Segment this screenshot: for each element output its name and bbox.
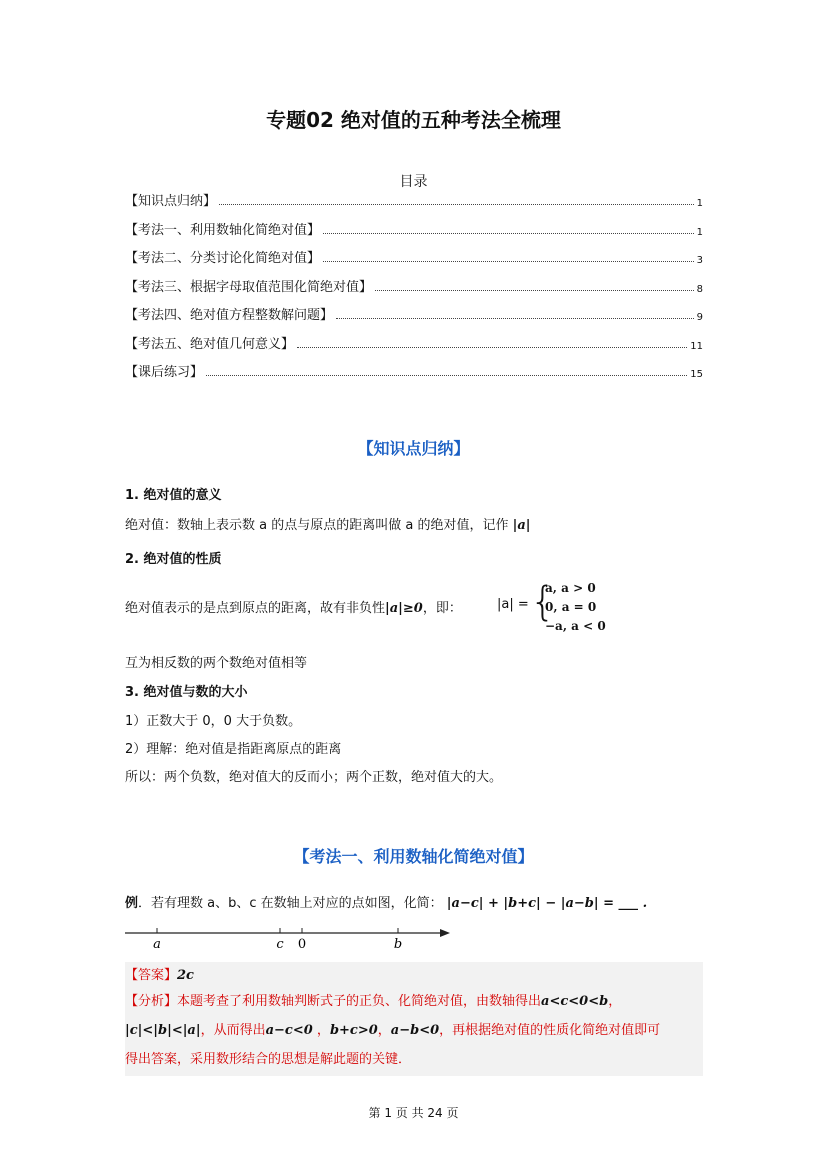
toc-entry[interactable] [125,304,703,323]
analysis-line: 得出答案，采用数形结合的思想是解此题的关键． [125,1052,412,1067]
section-heading: 【考法一、利用数轴化简绝对值】 [293,847,534,866]
toc-entry[interactable] [125,276,703,295]
paragraph [125,514,531,533]
answer-box [125,962,703,1076]
paragraph: 互为相反数的两个数绝对值相等 [125,656,308,671]
paragraph: 所以：两个负数，绝对值大的反而小；两个正数，绝对值大的大。 [125,770,503,785]
toc-entry[interactable] [125,190,703,209]
toc-entry-page: 1 [696,198,703,209]
toc-entry-page: 15 [690,369,703,380]
axis-label-0: 0 [297,937,307,952]
paragraph: 1）正数大于 0，0 大于负数。 [125,714,302,729]
page-footer: 第 1 页 共 24 页 [368,1106,459,1120]
document-title: 专题02 绝对值的五种考法全梳理 [266,108,561,132]
example [125,892,647,911]
toc-entry-page: 8 [696,283,703,295]
toc-heading: 目录 [399,174,428,190]
text: 绝对值：数轴上表示数 a 的点与原点的距离叫做 a 的绝对值，记作 [125,518,509,533]
subheading: 1. 绝对值的意义 [125,488,222,503]
toc-leader [323,233,694,234]
toc-entry-page: 3 [696,255,703,266]
math: a−c<0 [265,1023,313,1038]
case: −a, a < 0 [545,619,606,633]
math: a−b<0 [390,1023,440,1038]
case: a, a > 0 [545,581,596,595]
subheading: 3. 绝对值与数的大小 [125,685,248,700]
answer-label: 【答案】 [125,968,178,983]
answer-value: 2c [177,968,194,983]
axis-label-b: b [393,937,403,952]
paragraph: 2）理解：绝对值是指距离原点的距离 [125,742,342,757]
toc-leader [336,318,694,319]
toc-leader [323,261,694,262]
cases [545,579,606,636]
toc-entry-label: 【考法四、绝对值方程整数解问题】 [125,308,334,323]
toc-entry-page: 9 [696,312,703,323]
text: ．若有理数 a、b、c 在数轴上对应的点如图，化简： [138,896,443,911]
toc-entry-label: 【课后练习】 [125,365,204,380]
toc-entry-page: 1 [696,226,703,238]
analysis-label: 【分析】 [125,994,178,1009]
text: 本题考查了利用数轴判断式子的正负、化简绝对值，由数轴得出 [177,994,542,1009]
brace: { [530,579,556,625]
toc-entry-label: 【考法三、根据字母取值范围化简绝对值】 [125,279,373,295]
axis-label-a: a [153,937,161,952]
text: 绝对值表示的是点到原点的距离，故有非负性 [125,601,386,616]
analysis-line: 【分析】本题考查了利用数轴判断式子的正负、化简绝对值，由数轴得出a<c<0<b， [125,994,622,1009]
toc-leader [375,290,694,291]
toc-entry-page: 11 [690,340,703,352]
toc-entry-label: 【考法二、分类讨论化简绝对值】 [125,251,321,266]
text: ，再根据绝对值的性质化简绝对值即可 [439,1023,661,1038]
toc-entry[interactable] [125,361,703,380]
text: ，从而得出 [200,1023,266,1038]
toc-entry-label: 【知识点归纳】 [125,194,217,209]
paragraph [125,597,462,616]
case: 0, a = 0 [545,600,597,614]
math: |a−c| + |b+c| − |a−b| = ___ . [446,896,648,911]
toc-entry-label: 【考法五、绝对值几何意义】 [125,336,295,352]
toc-entry[interactable] [125,247,703,266]
math: a<c<0<b [541,994,609,1009]
math: |a| = [497,597,529,612]
answer [125,964,194,983]
example-label: 例 [125,896,139,911]
toc-leader [219,204,694,205]
math: b+c>0 [329,1023,378,1038]
toc-entry[interactable] [125,219,703,238]
toc-leader [297,347,687,348]
analysis-line: |c|<|b|<|a|，从而得出a−c<0 ，b+c>0，a−b<0，再根据绝对值的性质化简绝对值即可 [125,1023,661,1038]
text: ，即： [422,601,462,616]
toc-entry-label: 【考法一、利用数轴化简绝对值】 [125,222,321,238]
math: |c|<|b|<|a| [125,1023,201,1038]
math: |a| [512,518,531,533]
toc-entry[interactable] [125,333,703,352]
number-line [120,922,460,952]
math: |a|≥0 [385,601,423,616]
axis-label-c: c [276,937,284,952]
toc-leader [206,375,687,376]
subheading: 2. 绝对值的性质 [125,552,222,567]
section-heading: 【知识点归纳】 [357,439,470,458]
